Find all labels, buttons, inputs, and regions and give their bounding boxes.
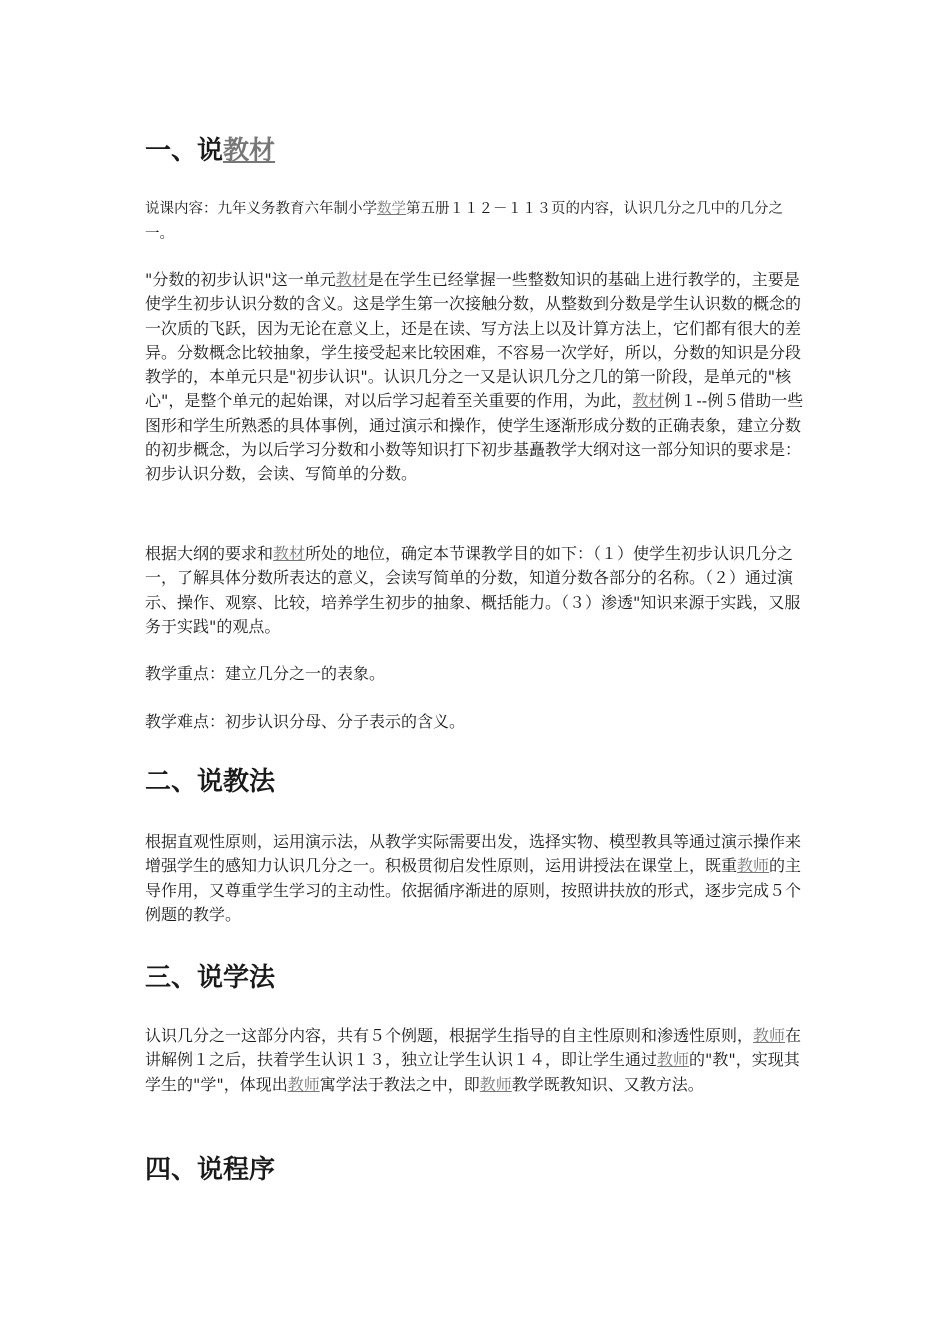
goal-text-a: 根据大纲的要求和 xyxy=(145,544,274,563)
learn-text-a: 认识几分之一这部分内容，共有５个例题，根据学生指导的自主性原则和渗透性原则， xyxy=(145,1026,754,1045)
math-link[interactable]: 数学 xyxy=(377,201,406,217)
intro-paragraph xyxy=(145,197,810,247)
learning-paragraph xyxy=(145,1024,810,1097)
section-heading-learning-method: 三、说学法 xyxy=(145,963,276,993)
unit-text-a: "分数的初步认识"这一单元 xyxy=(145,270,336,289)
textbook-link[interactable]: 教材 xyxy=(632,391,665,411)
unit-text-b: 是在学生已经掌握一些整数知识的基础上进行教学的，主要是使学生初步认识分数的含义。这是学生第一次接触分数，从整数到分数是学生认识数的概念的一次质的飞跃，因为无论在意义上，还是在读、写方法上以及计算方法上，它们都有很大的差异。分数概念比较抽象，学生接受起来比较困难，不容易一次学好，所以，分数的知识是分段教学的，本单元只是"初步认识"。认识几分之一又是认识几分之几的第一阶段，是单元的"核心"，是整个单元的起始课，对以后学习起着至关重要的作用，为此， xyxy=(145,270,802,411)
heading-text: 一、说 xyxy=(145,136,224,166)
method-text-b: 的主导作用，又尊重学生学习的主动性。依据循序渐进的原则，按照讲扶放的形式，逐步完成５个例题的教学。 xyxy=(145,856,802,924)
teacher-link[interactable]: 教师 xyxy=(753,1026,786,1045)
teacher-link[interactable]: 教师 xyxy=(479,1074,512,1094)
intro-text-b: 第五册１１２－１１３页的内容，认识几分之几中的几分之一。 xyxy=(145,201,783,242)
teacher-link[interactable]: 教师 xyxy=(737,856,770,876)
textbook-link[interactable]: 教材 xyxy=(273,544,306,563)
section-heading-textbook xyxy=(145,131,275,171)
goal-text-b: 所处的地位，确定本节课教学目的如下：（１）使学生初步认识几分之一，了解具体分数所表达的意义，会读写简单的分数，知道分数各部分的名称。（２）通过演示、操作、观察、比较，培养学生初步的抽象、概括能力。（３）渗透"知识来源于实践，又服务于实践"的观点。 xyxy=(145,544,801,636)
unit-paragraph xyxy=(145,268,810,487)
teacher-link[interactable]: 教师 xyxy=(287,1074,320,1094)
section-heading-procedure: 四、说程序 xyxy=(145,1155,276,1185)
method-text-a: 根据直观性原则，运用演示法，从教学实际需要出发，选择实物、模型教具等通过演示操作来增强学生的感知力认识几分之一。积极贯彻启发性原则，运用讲授法在课堂上，既重 xyxy=(145,832,802,876)
difficulty-paragraph: 教学难点：初步认识分母、分子表示的含义。 xyxy=(145,712,466,731)
learn-text-e: 教学既教知识、又教方法。 xyxy=(511,1074,704,1094)
method-paragraph xyxy=(145,830,810,927)
learn-text-b: 在讲解例１之后，扶着学生认识１３，独立让学生认识１４，即让学生通过 xyxy=(145,1026,802,1070)
goal-paragraph xyxy=(145,542,810,639)
textbook-link[interactable]: 教材 xyxy=(223,136,276,166)
learn-text-d: 寓学法于教法之中，即 xyxy=(319,1074,480,1094)
key-point-paragraph: 教学重点：建立几分之一的表象。 xyxy=(145,664,386,683)
intro-text-a: 说课内容：九年义务教育六年制小学 xyxy=(145,201,377,217)
unit-text-c: 例１--例５借助一些图形和学生所熟悉的具体事例，通过演示和操作，使学生逐渐形成分数的正确表象，建立分数的初步概念，为以后学习分数和小数等知识打下初步基矗教学大纲对这一部分知识的要求是：初步认识分数，会读、写简单的分数。 xyxy=(145,391,804,484)
textbook-link[interactable]: 教材 xyxy=(335,270,368,289)
teacher-link[interactable]: 教师 xyxy=(657,1050,690,1070)
learn-text-c: 的"教"，实现其学生的"学"，体现出 xyxy=(145,1050,800,1094)
section-heading-teaching-method: 二、说教法 xyxy=(145,767,276,797)
